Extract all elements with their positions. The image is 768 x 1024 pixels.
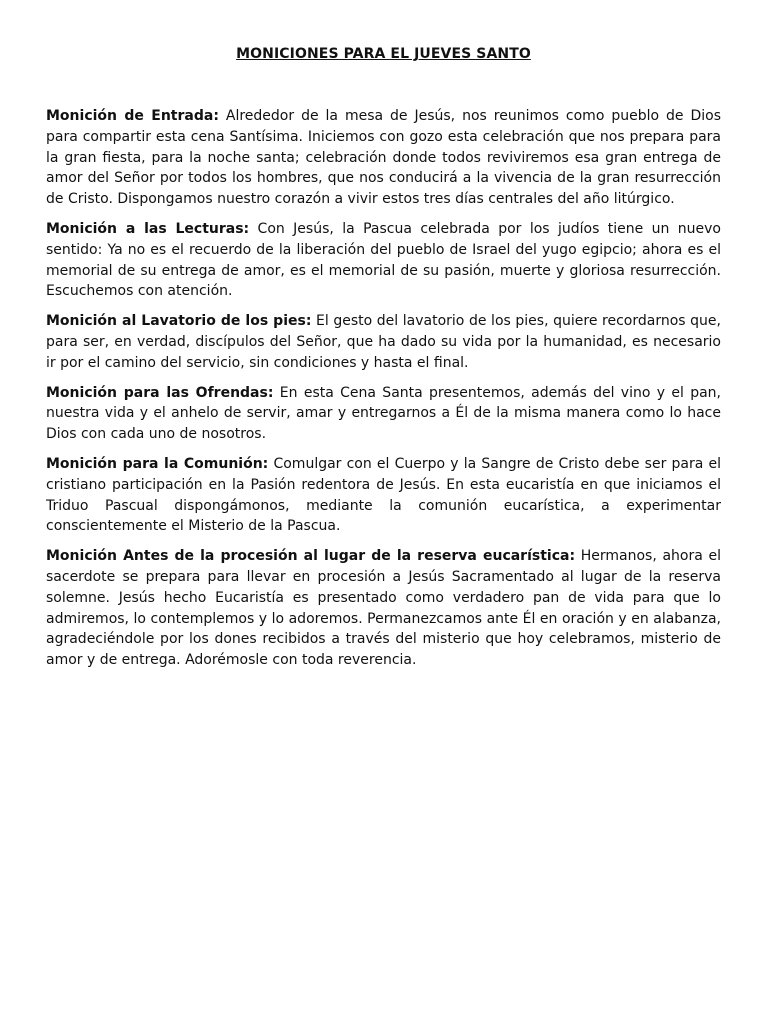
monicion-ofrendas-text: En esta Cena Santa presentemos, además del vino y el pan, nuestra vida y el anhelo de servir, amar y entregarnos a Él de la misma manera como lo hace Dios con cada uno de nosotros. <box>46 384 722 443</box>
monicion-comunion-text: Comulgar con el Cuerpo y la Sangre de Cristo debe ser para el cristiano participación en la Pasión redentora de Jesús. En esta eucaristía en que iniciamos el Triduo Pascual dispongámonos, mediante la comunión eucarística, a experimentar conscientemente el Misterio de la Pascua. <box>46 455 721 535</box>
monicion-ofrendas-heading: Monición para las Ofrendas: <box>46 384 274 401</box>
monicion-lecturas <box>46 219 721 302</box>
monicion-procesion-heading: Monición Antes de la procesión al lugar de la reserva eucarística: <box>46 548 576 565</box>
monicion-procesion-text: Hermanos, ahora el sacerdote se prepara para llevar en procesión a Jesús Sacramentado al lugar de la reserva solemne. Jesús hecho Eucaristía es presentado como verdadero pan de vida para que lo admiremos, lo contemplemos y lo adoremos. Permanezcamos ante Él en oración y en alabanza, agradeciéndole por los dones recibidos a través del misterio que hoy celebramos, misterio de amor y de entrega. Adorémosle con toda reverencia. <box>46 548 721 669</box>
document-title: MONICIONES PARA EL JUEVES SANTO <box>236 46 531 62</box>
monicion-lavatorio <box>46 311 721 373</box>
monicion-entrada <box>46 106 721 210</box>
monicion-comunion <box>46 454 721 537</box>
monicion-ofrendas <box>46 383 721 445</box>
monicion-lavatorio-text: El gesto del lavatorio de los pies, quiere recordarnos que, para ser, en verdad, discípulos del Señor, que ha dado su vida por la humanidad, es necesario ir por el camino del servicio, sin condiciones y hasta el final. <box>46 313 721 371</box>
monicion-procesion <box>46 546 721 671</box>
monicion-entrada-text: Alrededor de la mesa de Jesús, nos reunimos como pueblo de Dios para compartir esta cena Santísima. Iniciemos con gozo esta celebración que nos prepara para la gran fiesta, para la noche santa; celebración donde todos reviviremos esa gran entrega de amor del Señor por todos los hombres, que nos conducirá a la vivencia de la gran resurrección de Cristo. Dispongamos nuestro corazón a vivir estos tres días centrales del año litúrgico. <box>46 108 721 208</box>
monicion-lecturas-text: Con Jesús, la Pascua celebrada por los judíos tiene un nuevo sentido: Ya no es el recuerdo de la liberación del pueblo de Israel del yugo egipcio; ahora es el memorial de su entrega de amor, es el memorial de su pasión, muerte y gloriosa resurrección. Escuchemos con atención. <box>46 220 721 300</box>
monicion-comunion-heading: Monición para la Comunión: <box>46 455 269 472</box>
monicion-lecturas-heading: Monición a las Lecturas: <box>46 220 250 237</box>
monicion-lavatorio-heading: Monición al Lavatorio de los pies: <box>46 313 312 330</box>
monicion-entrada-heading: Monición de Entrada: <box>46 108 219 124</box>
document-page <box>46 46 721 680</box>
